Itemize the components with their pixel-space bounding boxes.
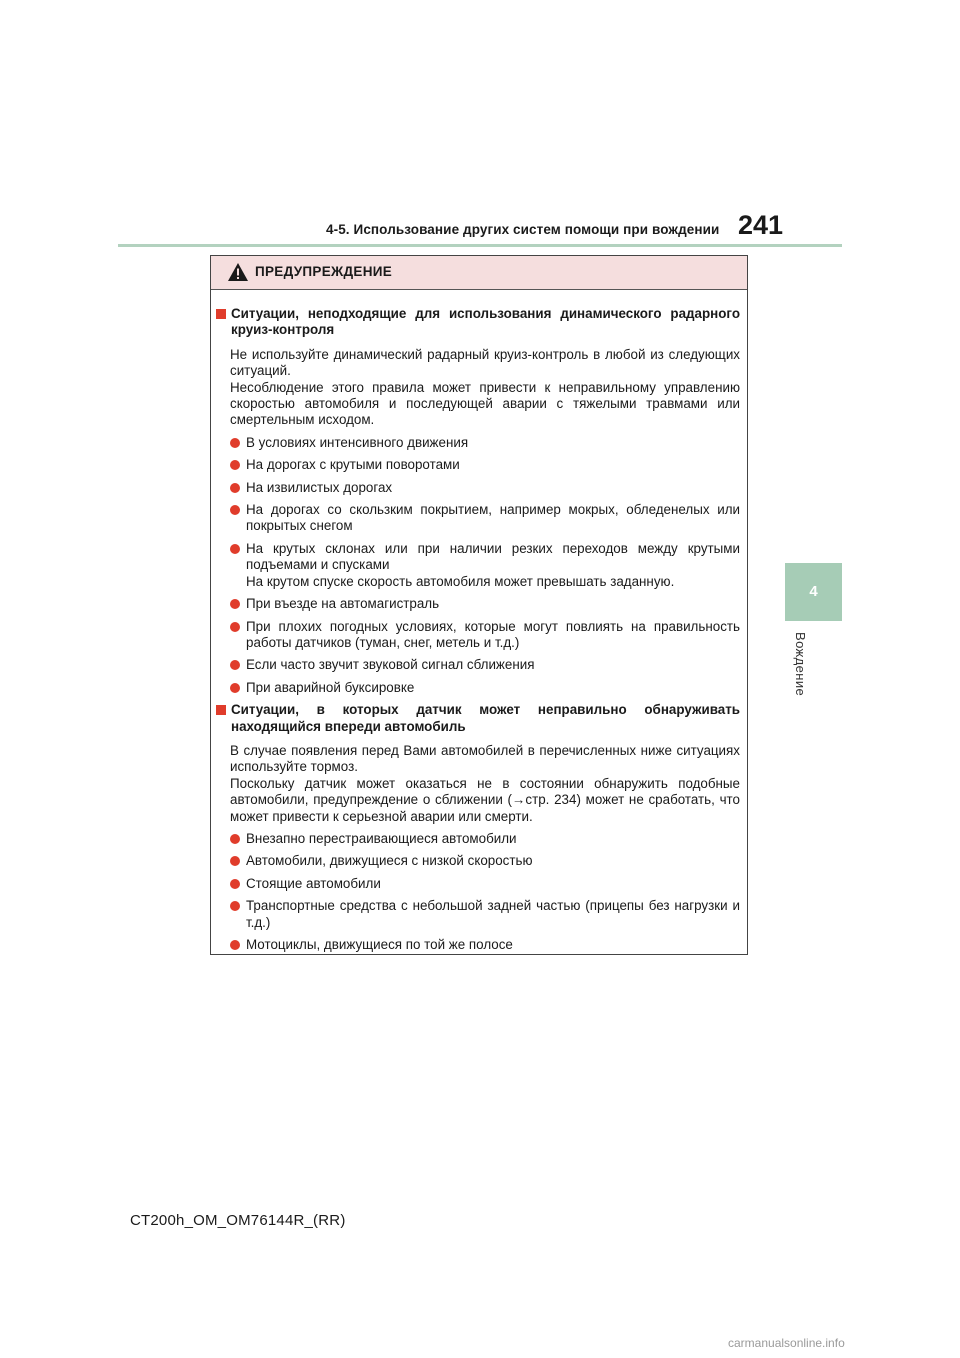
- section-heading-text: Ситуации, в которых датчик может неправильно обнаруживать находящийся впереди автомобиль: [231, 702, 740, 734]
- warning-box: [210, 255, 748, 955]
- warning-title: ПРЕДУПРЕЖДЕНИЕ: [255, 264, 393, 279]
- list-item-text: При въезде на автомагистраль: [246, 596, 440, 612]
- round-bullet-icon: [230, 940, 240, 950]
- list-item-text: На дорогах с крутыми поворотами: [246, 457, 460, 473]
- watermark: carmanualsonline.info: [728, 1336, 845, 1350]
- round-bullet-icon: [230, 856, 240, 866]
- chapter-tab: 4: [785, 563, 842, 621]
- warning-header: [211, 256, 747, 290]
- square-bullet-icon: [216, 309, 226, 319]
- round-bullet-icon: [230, 683, 240, 693]
- square-bullet-icon: [216, 705, 226, 715]
- list-item: [230, 937, 740, 953]
- list-item: [230, 541, 740, 590]
- list-item: [230, 457, 740, 473]
- chapter-tab-label: Вождение: [793, 632, 808, 697]
- list-item-text: На извилистых дорогах: [246, 479, 393, 495]
- section-paragraph: Не используйте динамический радарный круиз-контроль в любой из следующих ситуаций. Несоблюдение этого правила может привести к неправильному управлению скоростью автомобиля и последующей аварии с тяжелыми травмами или смертельным исходом.: [230, 346, 740, 428]
- list-item-text: Внезапно перестраивающиеся автомобили: [246, 830, 517, 846]
- section-heading: [216, 306, 740, 339]
- header-divider: [118, 244, 842, 247]
- list-item-text: На дорогах со скользким покрытием, например мокрых, обледенелых или покрытых снегом: [246, 502, 740, 534]
- list-item: [230, 619, 740, 652]
- list-item: [230, 480, 740, 496]
- round-bullet-icon: [230, 483, 240, 493]
- list-item-text: На крутых склонах или при наличии резких переходов между крутыми подъемами и спусками На крутом спуске скорость автомобиля может превышать заданную.: [246, 540, 740, 589]
- list-item-text: В условиях интенсивного движения: [246, 434, 469, 450]
- round-bullet-icon: [230, 460, 240, 470]
- round-bullet-icon: [230, 834, 240, 844]
- page-number: 241: [738, 210, 784, 240]
- list-item: [230, 596, 740, 612]
- list-item-text: Автомобили, движущиеся с низкой скоростью: [246, 853, 533, 869]
- round-bullet-icon: [230, 505, 240, 515]
- list-item-text: При аварийной буксировке: [246, 679, 415, 695]
- list-item: [230, 853, 740, 869]
- section-heading-text: Ситуации, неподходящие для использования динамического радарного круиз-контроля: [231, 306, 740, 338]
- round-bullet-icon: [230, 660, 240, 670]
- section-header-title: 4-5. Использование других систем помощи при вождении: [326, 222, 720, 237]
- list-item-text: Мотоциклы, движущиеся по той же полосе: [246, 937, 513, 952]
- round-bullet-icon: [230, 544, 240, 554]
- list-item: [230, 435, 740, 451]
- section-paragraph: В случае появления перед Вами автомобилей в перечисленных ниже ситуациях используйте тормоз. Поскольку датчик может оказаться не в состоянии обнаружить подобные автомобили, предупреждение о сближении (→стр. 234) может не сработать, что может привести к серьезной аварии или смерти.: [230, 742, 740, 824]
- round-bullet-icon: [230, 438, 240, 448]
- list-item: [230, 680, 740, 696]
- list-item: [230, 898, 740, 931]
- list-item-text: Транспортные средства с небольшой задней частью (прицепы без нагрузки и т.д.): [246, 898, 740, 930]
- list-item-text: При плохих погодных условиях, которые могут повлиять на правильность работы датчиков (туман, снег, метель и т.д.): [246, 618, 740, 650]
- section-heading: [216, 702, 740, 735]
- warning-triangle-icon: [227, 262, 249, 282]
- round-bullet-icon: [230, 622, 240, 632]
- list-item: [230, 831, 740, 847]
- list-item: [230, 502, 740, 535]
- list-item-text: Стоящие автомобили: [246, 875, 381, 891]
- list-item-text: Если часто звучит звуковой сигнал сближения: [246, 657, 535, 673]
- round-bullet-icon: [230, 879, 240, 889]
- list-item: [230, 657, 740, 673]
- round-bullet-icon: [230, 599, 240, 609]
- list-item: [230, 876, 740, 892]
- document-code: CT200h_OM_OM76144R_(RR): [130, 1212, 346, 1229]
- warning-body: [211, 290, 747, 953]
- round-bullet-icon: [230, 901, 240, 911]
